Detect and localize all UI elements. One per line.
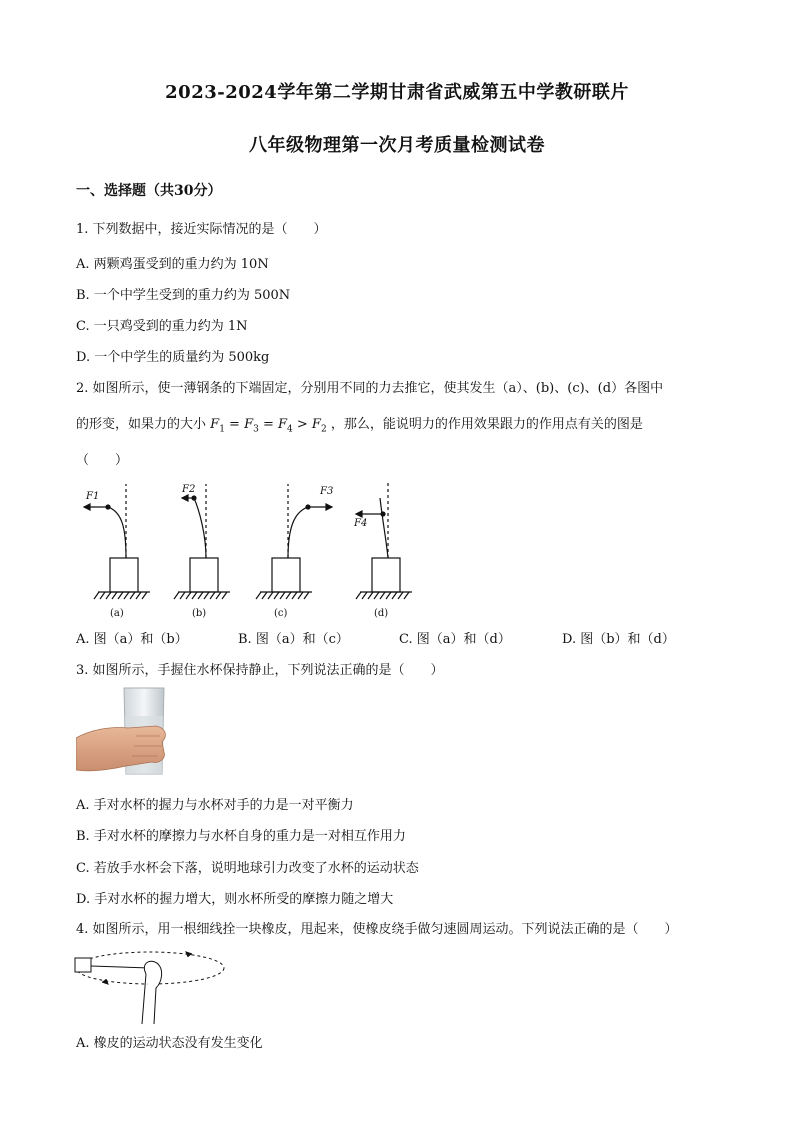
question-2-option-d: D. 图（b）和（d） [562, 632, 675, 647]
force-label-f1: F1 [86, 491, 100, 502]
question-1-option-d: D. 一个中学生的质量约为 500kg [76, 350, 270, 365]
figure-c [256, 484, 332, 599]
exam-title-line2: 八年级物理第一次月考质量检测试卷 [249, 135, 545, 156]
question-3-option-a: A. 手对水杯的握力与水杯对手的力是一对平衡力 [76, 798, 354, 813]
question-2-stem-line2 [76, 413, 643, 435]
question-1-option-a: A. 两颗鸡蛋受到的重力约为 10N [76, 257, 269, 272]
question-2-stem-text: 的形变，如果力的大小 [76, 417, 207, 432]
question-1-option-c: C. 一只鸡受到的重力约为 1N [76, 319, 248, 334]
force-label-f4: F4 [354, 518, 368, 529]
question-3-option-d: D. 手对水杯的握力增大，则水杯所受的摩擦力随之增大 [76, 892, 394, 907]
figure-d [356, 480, 412, 599]
question-4-stem: 4. 如图所示，用一根细线拴一块橡皮，甩起来，使橡皮绕手做匀速圆周运动。下列说法正确的是（ ） [76, 922, 678, 937]
figure-label-a: (a) [110, 608, 124, 619]
question-2-stem-text-cont: ，那么，能说明力的作用效果跟力的作用点有关的图是 [330, 417, 643, 432]
hand-holding-glass-image [76, 686, 170, 776]
figure-label-c: (c) [274, 608, 288, 619]
section-heading: 一、选择题（共30分） [76, 183, 222, 199]
question-1-option-b: B. 一个中学生受到的重力约为 500N [76, 288, 291, 303]
question-2-option-c: C. 图（a）和（d） [399, 632, 511, 647]
eraser-circular-motion-figure [72, 944, 228, 1026]
exam-title-line1: 2023-2024学年第二学期甘肃省武威第五中学教研联片 [165, 82, 629, 103]
question-2-answer-blank: （ ） [76, 453, 129, 468]
question-2-option-a: A. 图（a）和（b） [76, 632, 188, 647]
steel-strip-figure [70, 476, 430, 622]
figure-label-b: (b) [192, 608, 207, 619]
force-label-f2: F2 [182, 484, 196, 495]
question-4-option-a: A. 橡皮的运动状态没有发生变化 [76, 1036, 263, 1051]
question-3-stem: 3. 如图所示，手握住水杯保持静止，下列说法正确的是（ ） [76, 663, 444, 678]
figure-label-d: (d) [374, 608, 389, 619]
question-3-option-b: B. 手对水杯的摩擦力与水杯自身的重力是一对相互作用力 [76, 829, 406, 844]
question-1-stem: 1. 下列数据中，接近实际情况的是（ ） [76, 222, 327, 237]
force-label-f3: F3 [320, 486, 334, 497]
question-2-option-b: B. 图（a）和（c） [238, 632, 349, 647]
force-relation-formula: $F_1 = F_3 = F_4 > F_2$ [210, 417, 327, 435]
question-3-option-c: C. 若放手水杯会下落，说明地球引力改变了水杯的运动状态 [76, 861, 419, 876]
figure-b [174, 484, 230, 599]
question-2-stem-line1: 2. 如图所示，使一薄钢条的下端固定，分别用不同的力去推它，使其发生（a）、(b)、(c)、(d）各图中 [76, 381, 664, 396]
